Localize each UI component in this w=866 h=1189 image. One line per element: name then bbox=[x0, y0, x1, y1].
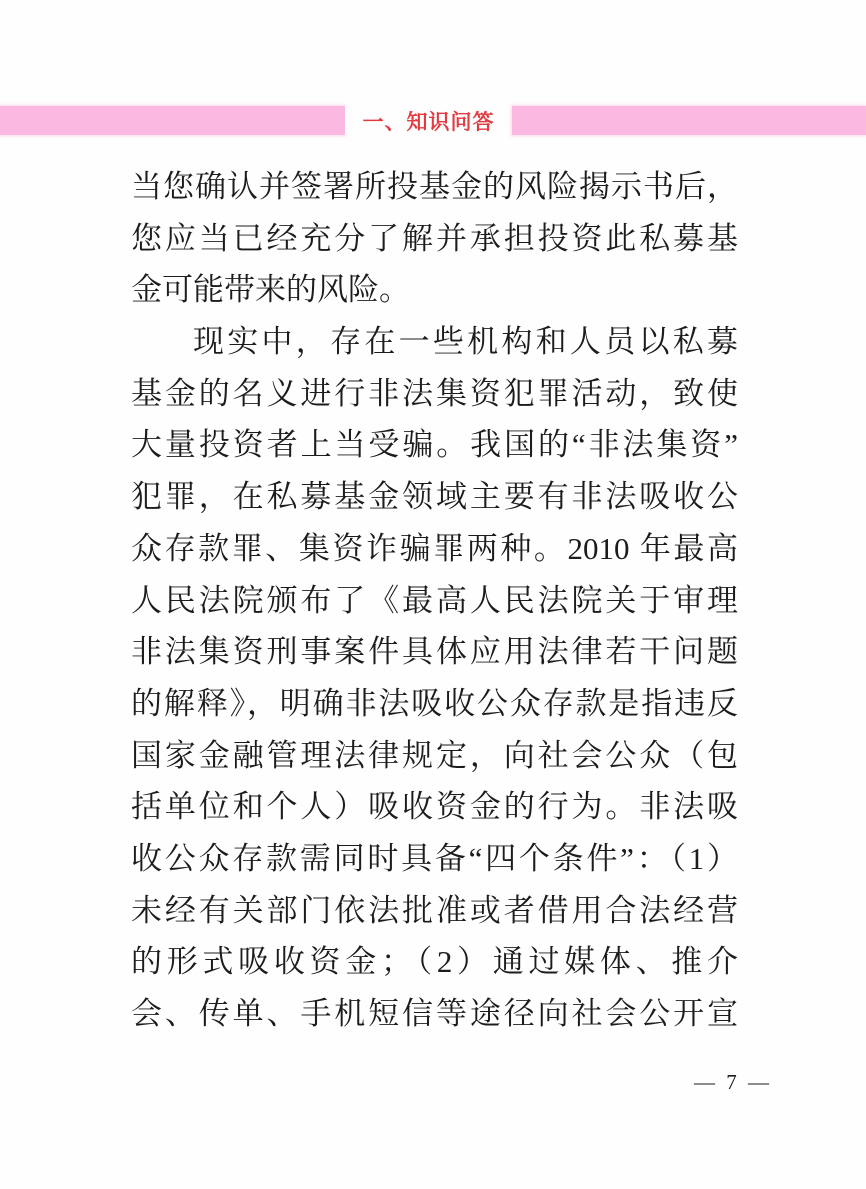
body-line: 大量投资者上当受骗。我国的“非法集资” bbox=[131, 427, 738, 463]
body-line: 未经有关部门依法批准或者借用合法经营 bbox=[131, 892, 738, 928]
body-line: 的解释》，明确非法吸收公众存款是指违反 bbox=[131, 685, 738, 721]
header-label-box bbox=[345, 106, 512, 135]
body-line: 您应当已经充分了解并承担投资此私募基 bbox=[131, 220, 738, 256]
section-title: 一、知识问答 bbox=[362, 110, 495, 134]
header-band-left-segment bbox=[0, 106, 345, 135]
body-line: 犯罪，在私募基金领域主要有非法吸收公 bbox=[131, 479, 738, 515]
body-line: 人民法院颁布了《最高人民法院关于审理 bbox=[131, 582, 738, 618]
body-line: 会、传单、手机短信等途径向社会公开宣 bbox=[131, 996, 738, 1031]
body-line: 金可能带来的风险。 bbox=[131, 272, 410, 308]
section-header-band bbox=[0, 106, 866, 135]
body-line: 国家金融管理法律规定，向社会公众（包 bbox=[131, 737, 738, 773]
body-line: 括单位和个人）吸收资金的行为。非法吸 bbox=[131, 789, 738, 825]
body-line: 当您确认并签署所投基金的风险揭示书后， bbox=[131, 169, 738, 204]
body-text-block bbox=[131, 161, 738, 1040]
body-line: 众存款罪、集资诈骗罪两种。2010 年最高 bbox=[131, 530, 738, 566]
body-line: 收公众存款需同时具备“四个条件”：（1） bbox=[131, 840, 738, 876]
body-line: 的形式吸收资金；（2）通过媒体、推介 bbox=[131, 944, 738, 980]
page-number: — 7 — bbox=[694, 1070, 772, 1094]
body-line: 现实中，存在一些机构和人员以私募 bbox=[193, 324, 738, 360]
body-line: 非法集资刑事案件具体应用法律若干问题 bbox=[131, 634, 738, 670]
body-line: 基金的名义进行非法集资犯罪活动，致使 bbox=[131, 375, 738, 411]
header-band-right-segment bbox=[512, 106, 866, 135]
